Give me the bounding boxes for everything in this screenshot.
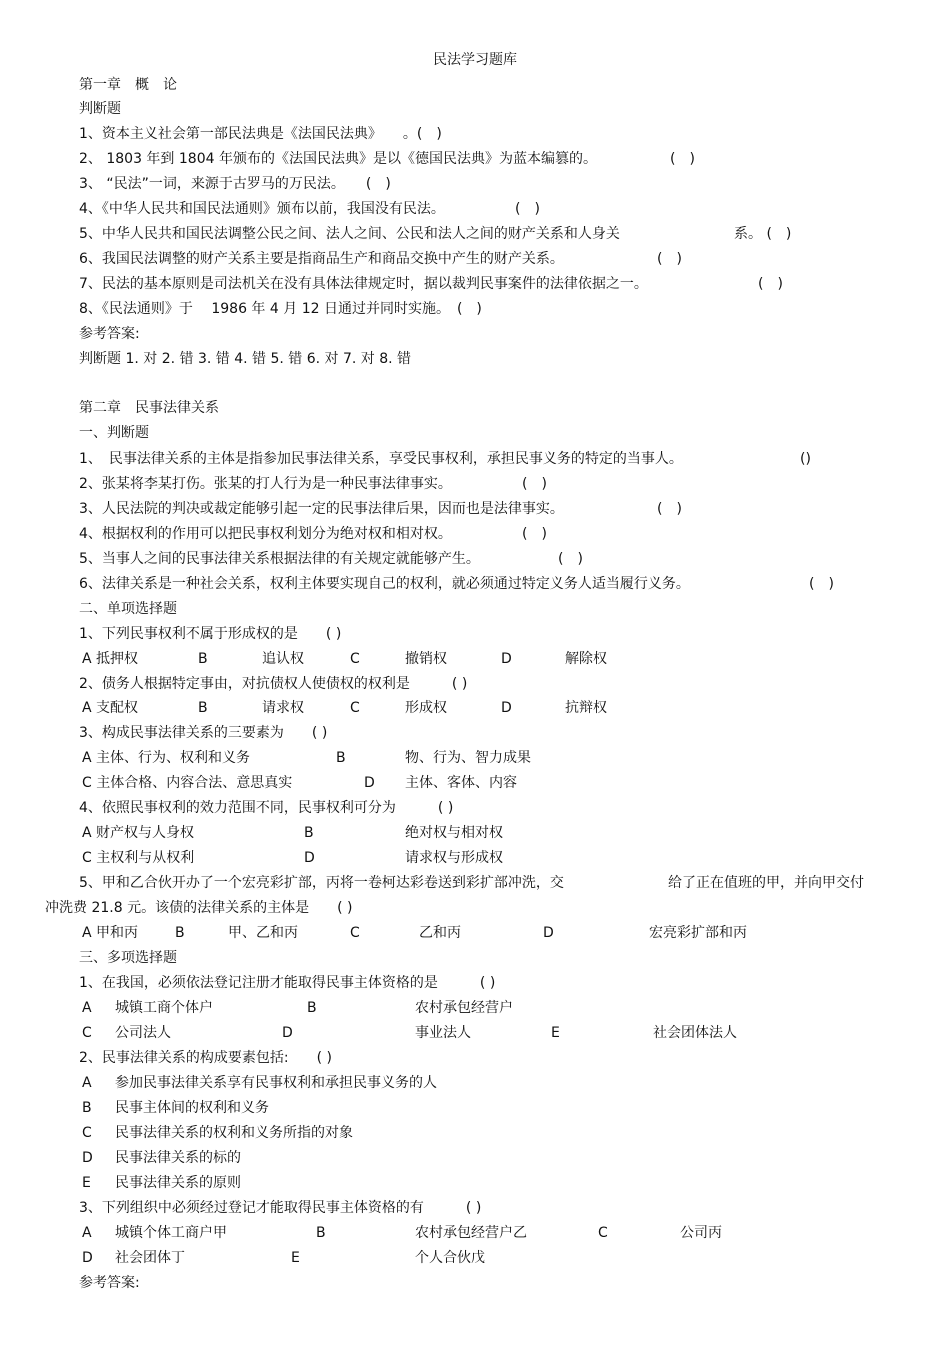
m3-option-d: 社会团体丁	[115, 1250, 185, 1266]
m1-option-d: 事业法人	[415, 1025, 471, 1041]
ch2-judgement-5-mark: ( )	[558, 551, 583, 567]
s4-option-d: 请求权与形成权	[405, 850, 503, 866]
s3-option-b-letter: B	[336, 750, 346, 766]
ch2-multi-1: 1、在我国，必须依法登记注册才能取得民事主体资格的是 ( )	[79, 975, 496, 991]
m3-option-b-letter: B	[316, 1225, 326, 1241]
ch1-question-6-mark: ( )	[657, 251, 682, 267]
s5-option-c-letter: C	[350, 925, 360, 941]
s2-option-c-letter: C	[350, 700, 360, 716]
s4-option-d-letter: D	[304, 850, 315, 866]
ch2-section-multi-choice: 三、多项选择题	[79, 950, 177, 966]
ch2-single-1: 1、下列民事权利不属于形成权的是 ( )	[79, 626, 342, 642]
m1-option-d-letter: D	[282, 1025, 293, 1041]
ch1-question-1: 1、资本主义社会第一部民法典是《法国民法典》 。( )	[79, 126, 442, 142]
ch2-single-5-line1: 5、甲和乙合伙开办了一个宏亮彩扩部，丙将一卷柯达彩卷送到彩扩部冲洗，交	[79, 875, 564, 891]
m3-option-c-letter: C	[598, 1225, 608, 1241]
s3-option-d: 主体、客体、内容	[405, 775, 517, 791]
ch1-question-5: 5、中华人民共和国民法调整公民之间、法人之间、公民和法人之间的财产关系和人身关	[79, 226, 620, 242]
ch1-question-8: 8、《民法通则》于 1986 年 4 月 12 日通过并同时实施。 ( )	[79, 301, 482, 317]
ch2-judgement-4-mark: ( )	[522, 526, 547, 542]
ch1-question-6: 6、我国民法调整的财产关系主要是指商品生产和商品交换中产生的财产关系。	[79, 251, 564, 267]
m1-option-c-letter: C	[82, 1025, 92, 1041]
ch2-answer-label: 参考答案:	[79, 1275, 140, 1291]
ch2-judgement-2: 2、张某将李某打伤。张某的打人行为是一种民事法律事实。	[79, 476, 452, 492]
m2-option-e-letter: E	[82, 1175, 91, 1191]
m1-option-a: 城镇工商个体户	[115, 1000, 213, 1016]
ch1-question-2-mark: ( )	[670, 151, 695, 167]
s4-option-b-letter: B	[304, 825, 314, 841]
chapter-2-heading: 第二章 民事法律关系	[79, 400, 219, 416]
m2-option-b-letter: B	[82, 1100, 92, 1116]
s2-option-d: 抗辩权	[565, 700, 607, 716]
ch2-single-5-line2: 冲洗费 21.8 元。该债的法律关系的主体是 ( )	[45, 900, 353, 916]
m3-option-c: 公司丙	[680, 1225, 722, 1241]
s4-option-c: C 主权利与从权利	[82, 850, 195, 866]
ch2-judgement-6-mark: ( )	[809, 576, 834, 592]
ch1-question-7-mark: ( )	[758, 276, 783, 292]
m2-option-d-letter: D	[82, 1150, 93, 1166]
s2-option-c: 形成权	[405, 700, 447, 716]
ch1-question-2: 2、 1803 年到 1804 年颁布的《法国民法典》是以《德国民法典》为蓝本编篡的。	[79, 151, 597, 167]
ch1-question-4-mark: ( )	[515, 201, 540, 217]
m2-option-e: 民事法律关系的原则	[115, 1175, 241, 1191]
ch2-single-5-line1-tail: 给了正在值班的甲，并向甲交付	[668, 875, 864, 891]
m2-option-a: 参加民事法律关系享有民事权利和承担民事义务的人	[115, 1075, 437, 1091]
m3-option-e: 个人合伙戊	[415, 1250, 485, 1266]
s2-option-b-letter: B	[198, 700, 208, 716]
ch2-judgement-1: 1、 民事法律关系的主体是指参加民事法律关系，享受民事权利，承担民事义务的特定的当事人。	[79, 451, 683, 467]
ch1-question-7: 7、民法的基本原则是司法机关在没有具体法律规定时，据以裁判民事案件的法律依据之一。	[79, 276, 648, 292]
s1-option-d-letter: D	[501, 651, 512, 667]
s3-option-a: A 主体、行为、权利和义务	[82, 750, 251, 766]
s1-option-c: 撤销权	[405, 651, 447, 667]
m3-option-e-letter: E	[291, 1250, 300, 1266]
m3-option-b: 农村承包经营户乙	[415, 1225, 527, 1241]
m1-option-b: 农村承包经营户	[415, 1000, 513, 1016]
m2-option-d: 民事法律关系的标的	[115, 1150, 241, 1166]
ch2-judgement-3: 3、人民法院的判决或裁定能够引起一定的民事法律后果，因而也是法律事实。	[79, 501, 564, 517]
s3-option-d-letter: D	[364, 775, 375, 791]
ch2-section-judgement: 一、判断题	[79, 425, 149, 441]
ch1-question-4: 4、《中华人民共和国民法通则》颁布以前，我国没有民法。	[79, 201, 445, 217]
s3-option-c: C 主体合格、内容合法、意思真实	[82, 775, 293, 791]
chapter-1-heading: 第一章 概 论	[79, 77, 177, 93]
s1-option-b-letter: B	[198, 651, 208, 667]
s5-option-d: 宏亮彩扩部和丙	[649, 925, 747, 941]
chapter-1-section-judgement: 判断题	[79, 101, 121, 117]
s2-option-d-letter: D	[501, 700, 512, 716]
s5-option-c: 乙和丙	[419, 925, 461, 941]
ch2-judgement-1-mark: ()	[800, 451, 811, 467]
s4-option-a: A 财产权与人身权	[82, 825, 195, 841]
ch2-judgement-3-mark: ( )	[657, 501, 682, 517]
s1-option-a: A 抵押权	[82, 651, 139, 667]
ch2-judgement-6: 6、法律关系是一种社会关系，权利主体要实现自己的权利，就必须通过特定义务人适当履行义务。	[79, 576, 690, 592]
s2-option-b: 请求权	[262, 700, 304, 716]
m1-option-b-letter: B	[307, 1000, 317, 1016]
m2-option-c: 民事法律关系的权利和义务所指的对象	[115, 1125, 353, 1141]
m1-option-a-letter: A	[82, 1000, 92, 1016]
m2-option-c-letter: C	[82, 1125, 92, 1141]
m2-option-b: 民事主体间的权利和义务	[115, 1100, 269, 1116]
ch2-multi-2: 2、民事法律关系的构成要素包括: ( )	[79, 1050, 332, 1066]
ch1-question-3: 3、 “民法”一词，来源于古罗马的万民法。 ( )	[79, 176, 391, 192]
ch2-judgement-5: 5、当事人之间的民事法律关系根据法律的有关规定就能够产生。	[79, 551, 480, 567]
ch1-question-5-tail: 系。 ( )	[734, 226, 792, 242]
s1-option-d: 解除权	[565, 651, 607, 667]
document-title: 民法学习题库	[433, 52, 517, 68]
s1-option-c-letter: C	[350, 651, 360, 667]
ch2-single-2: 2、债务人根据特定事由，对抗债权人使债权的权利是 ( )	[79, 676, 468, 692]
s4-option-b: 绝对权与相对权	[405, 825, 503, 841]
s3-option-b: 物、行为、智力成果	[405, 750, 531, 766]
ch2-multi-3: 3、下列组织中必须经过登记才能取得民事主体资格的有 ( )	[79, 1200, 482, 1216]
m1-option-e-letter: E	[551, 1025, 560, 1041]
m3-option-d-letter: D	[82, 1250, 93, 1266]
ch2-single-3: 3、构成民事法律关系的三要素为 ( )	[79, 725, 328, 741]
s2-option-a: A 支配权	[82, 700, 139, 716]
ch2-section-single-choice: 二、单项选择题	[79, 601, 177, 617]
m2-option-a-letter: A	[82, 1075, 92, 1091]
s5-option-a: A 甲和丙	[82, 925, 139, 941]
m1-option-c: 公司法人	[115, 1025, 171, 1041]
s1-option-b: 追认权	[262, 651, 304, 667]
m3-option-a: 城镇个体工商户甲	[115, 1225, 227, 1241]
s5-option-b: 甲、乙和丙	[228, 925, 298, 941]
ch2-judgement-2-mark: ( )	[522, 476, 547, 492]
s5-option-b-letter: B	[175, 925, 185, 941]
ch1-answers: 判断题 1. 对 2. 错 3. 错 4. 错 5. 错 6. 对 7. 对 8. 错	[79, 351, 412, 367]
m1-option-e: 社会团体法人	[653, 1025, 737, 1041]
ch2-single-4: 4、依照民事权利的效力范围不同，民事权利可分为 ( )	[79, 800, 454, 816]
m3-option-a-letter: A	[82, 1225, 92, 1241]
ch2-judgement-4: 4、根据权利的作用可以把民事权利划分为绝对权和相对权。	[79, 526, 452, 542]
ch1-answer-label: 参考答案:	[79, 326, 140, 342]
s5-option-d-letter: D	[543, 925, 554, 941]
